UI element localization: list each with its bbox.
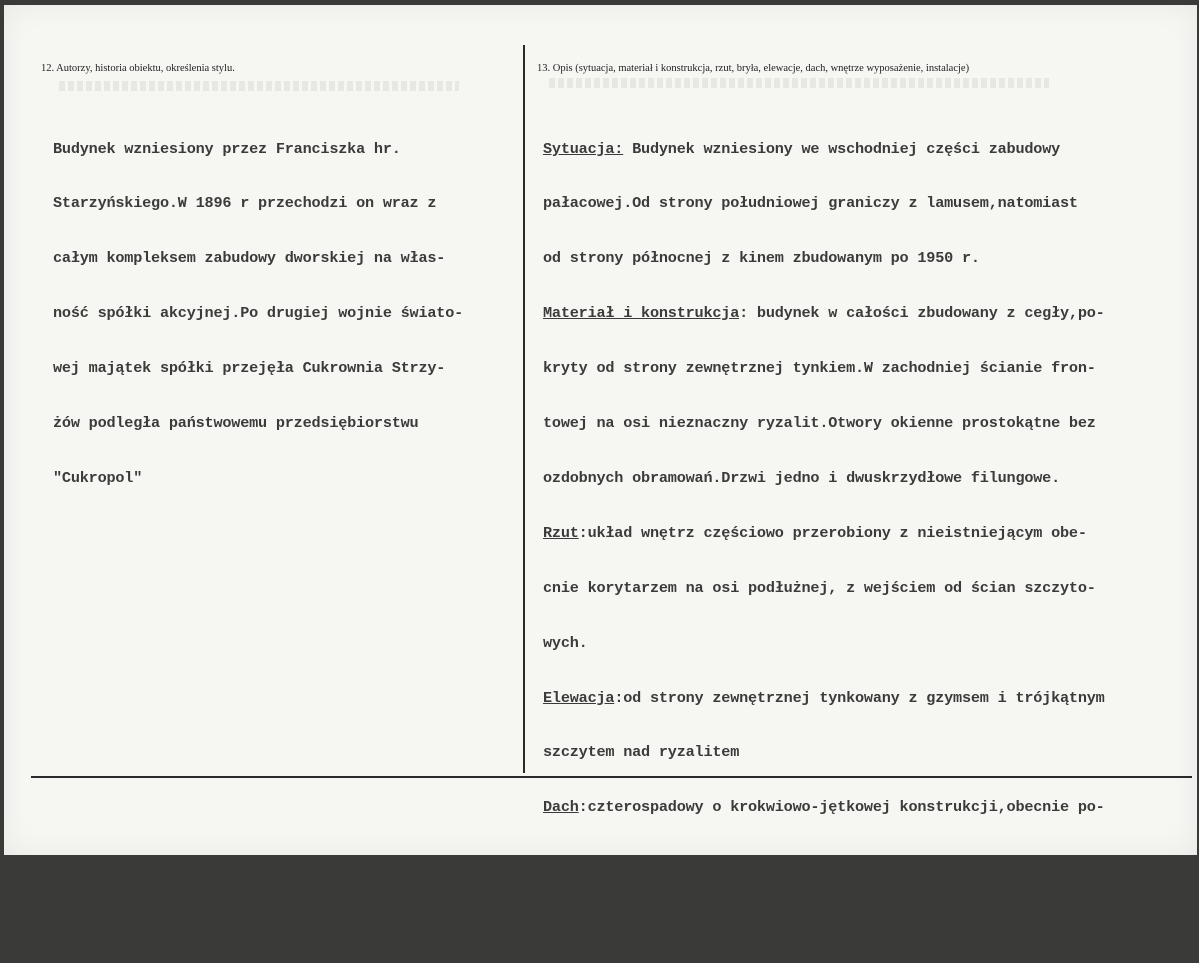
section-12-text — [53, 103, 463, 524]
text-line: cnie korytarzem na osi podłużnej, z wejściem od ścian szczyto- — [543, 578, 1096, 597]
column-divider — [523, 45, 525, 773]
text-line: kryty od strony zewnętrznej tynkiem.W zachodniej ścianie fron- — [543, 359, 1096, 378]
subsection-label: Materiał i konstrukcja — [543, 304, 740, 323]
text-line: "Cukropol" — [53, 468, 143, 487]
bleed-through-text — [59, 81, 459, 91]
subsection-label: Elewacja — [543, 688, 615, 707]
record-card — [4, 5, 1197, 927]
text-line: od strony północnej z kinem zbudowanym po 1950 r. — [543, 249, 980, 268]
text-line: kryty papą,dawniej gontem.Piętki krokwi oparte o belki stropo- — [543, 853, 1096, 872]
text-line: Materiał i konstrukcja: budynek w całości zbudowany z cegły,po- — [543, 304, 1105, 323]
text-line: wych. — [543, 633, 588, 652]
bleed-through-text — [549, 78, 1049, 88]
text-line: towej na osi nieznaczny ryzalit.Otwory okienne prostokątne bez — [543, 414, 1096, 433]
text-line: Sytuacja: Budynek wzniesiony we wschodniej części zabudowy — [543, 139, 1061, 158]
text-line: wej majątek spółki przejęła Cukrownia Strzy- — [53, 359, 446, 378]
text-line: Starzyńskiego.W 1896 r przechodzi on wraz z — [53, 194, 437, 213]
text-line: szczytem nad ryzalitem — [543, 743, 740, 762]
subsection-label: Rzut — [543, 523, 579, 542]
text-line: ozdobnych obramowań.Drzwi jedno i dwuskrzydłowe filungowe. — [543, 468, 1061, 487]
text-line: żów podległa państwowemu przedsiębiorstwu — [53, 414, 419, 433]
text-line: Budynek wzniesiony przez Franciszka hr. — [53, 139, 401, 158]
text-line: Dach:czterospadowy o krokwiowo-jętkowej konstrukcji,obecnie po- — [543, 798, 1105, 817]
text-line: pałacowej.Od strony południowej graniczy z lamusem,natomiast — [543, 194, 1078, 213]
section-13-heading: 13. Opis (sytuacja, materiał i konstrukcja, rzut, bryła, elewacje, dach, wnętrze wyposażenie, instalacje) — [537, 63, 970, 74]
subsection-label: Dach — [543, 798, 579, 817]
text-line: ność spółki akcyjnej.Po drugiej wojnie świato- — [53, 304, 464, 323]
text-line: Elewacja:od strony zewnętrznej tynkowany z gzymsem i trójkątnym — [543, 688, 1105, 707]
text-line: we. — [543, 908, 570, 927]
section-13-text — [543, 103, 1105, 963]
section-12-heading: 12. Autorzy, historia obiektu, określenia stylu. — [41, 63, 235, 74]
text-line: Rzut:układ wnętrz częściowo przerobiony z nieistniejącym obe- — [543, 523, 1087, 542]
text-line: całym kompleksem zabudowy dworskiej na włas- — [53, 249, 446, 268]
subsection-label: Sytuacja: — [543, 139, 624, 158]
